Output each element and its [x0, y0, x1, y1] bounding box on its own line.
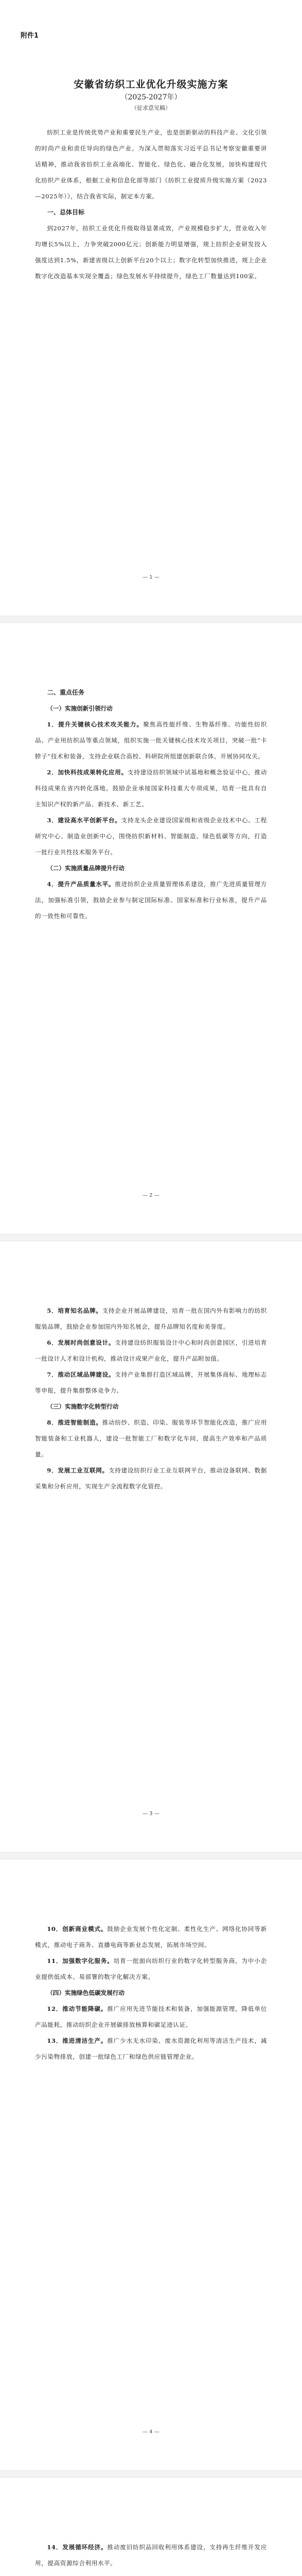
- task-paragraph: [35, 1415, 267, 1463]
- task-paragraph: [35, 1303, 267, 1335]
- task-text: 培育一批面向纺织行业的数字化转型服务商，为中小企业提供低成本、易部署的数字化解决方案。: [35, 1957, 267, 1980]
- task-lead: 4．提升产品质量水平。: [47, 880, 115, 888]
- page-divider: [0, 616, 302, 623]
- task-lead: 11．加强数字化服务。: [47, 1957, 114, 1964]
- task-lead: 13．推进清洁生产。: [47, 2037, 108, 2044]
- task-lead: 7．推动区域品牌建设。: [47, 1371, 115, 1378]
- task-text: 支持企业开展品牌建设，培育一批在国内外有影响力的纺织服装品牌，鼓励企业参加国内外知名展会，提升品牌知名度和美誉度。: [35, 1307, 267, 1330]
- task-lead: 2．加快科技成果转化应用。: [47, 769, 128, 776]
- document-page-4: [0, 1859, 302, 2470]
- task-paragraph: [35, 2033, 267, 2065]
- document-subtitle: （2025-2027年）: [120, 93, 182, 101]
- page-number: — 4 —: [143, 2429, 159, 2435]
- document-page-3: [0, 1241, 302, 1852]
- task-lead: 3．建设高水平创新平台。: [47, 817, 121, 824]
- task-lead: 8．推进智能制造。: [47, 1419, 102, 1426]
- section-heading-tasks: 二、重点任务: [47, 689, 85, 696]
- section-heading-goal: 一、总体目标: [47, 209, 85, 216]
- page-number: — 2 —: [143, 1193, 159, 1198]
- task-text: 支持建设纺织行业工业互联网平台，推动设备联网、数据采集和分析应用，实现生产全流程数字化管控。: [35, 1467, 267, 1490]
- task-lead: 6．发展时尚创意设计。: [47, 1339, 115, 1346]
- document-page-1: [0, 0, 302, 616]
- task-lead: 10．创新商业模式。: [47, 1925, 108, 1933]
- intro-paragraph: 纺织工业是传统优势产业和重要民生产业，也是创新驱动的科技产业、文化引领的时尚产业和责任导向的绿色产业。为深入贯彻落实习近平总书记考察安徽重要讲话精神，推动我省纺织工业高端化、智能化、绿色化、融合化发展，加快构建现代化纺织产业体系，根据工业和信息化部等部门《纺织工业提质升级实施方案（2023—2025年）》，结合我省实际，制定本方案。: [35, 129, 267, 200]
- task-text: 推动废旧纺织品回收利用体系建设，支持再生纤维开发应用，提高资源综合利用水平。: [35, 2544, 267, 2567]
- task-paragraph: [35, 2539, 267, 2571]
- task-paragraph: [35, 765, 267, 812]
- page-divider: [0, 2470, 302, 2478]
- task-paragraph: [35, 1953, 267, 1985]
- task-text: 支持产业集群打造区域品牌，开展集体商标、地理标志等申报，提升集群整体竞争力。: [35, 1371, 267, 1394]
- subsection-heading: （四）实施绿色低碳发展行动: [47, 1989, 125, 1996]
- task-paragraph: [35, 2571, 267, 2576]
- task-paragraph: [35, 717, 267, 765]
- task-paragraph: [35, 1367, 267, 1399]
- task-paragraph: [35, 2001, 267, 2033]
- goal-paragraph: 到2027年，纺织工业优化升级取得显著成效，产业规模稳步扩大，营业收入年均增长5%以上，力争突破2000亿元；创新能力明显增强，规上纺织企业研发投入强度达到1.5%，新建省级以上创新平台20个以上；数字化转型加快推进，规上企业数字化改造基本实现全覆盖；绿色发展水平持续提升，绿色工厂数量达到100家。: [35, 225, 267, 280]
- draft-note: （征求意见稿）: [131, 105, 171, 111]
- task-paragraph: [35, 1463, 267, 1495]
- page-number: — 1 —: [143, 574, 159, 580]
- task-paragraph: [35, 876, 267, 924]
- task-text: 推广应用先进节能技术和装备，加强能源管理，降低单位产品能耗，推动纺织企业开展碳排放核算和碳足迹认证。: [35, 2005, 267, 2028]
- task-lead: 9．发展工业互联网。: [47, 1467, 109, 1474]
- task-lead: 5．培育知名品牌。: [47, 1307, 102, 1314]
- task-lead: 12．推动节能降碳。: [47, 2005, 108, 2012]
- task-text: 支持龙头企业建设国家级和省级企业技术中心、工程研究中心、制造业创新中心，围绕纺织新材料、智能制造、绿色低碳等方向，打造一批行业共性技术服务平台。: [35, 817, 267, 856]
- task-paragraph: [35, 1921, 267, 1953]
- page-number: — 3 —: [143, 1811, 159, 1817]
- subsection-heading: （二）实施质量品牌提升行动: [47, 865, 125, 872]
- task-lead: 14．发展循环经济。: [47, 2544, 108, 2551]
- task-paragraph: [35, 812, 267, 860]
- task-text: 支持建设纺织服装设计中心和时尚创意园区，引进培育一批设计人才和设计机构，推动设计成果产业化，提升产品附加值。: [35, 1339, 267, 1362]
- task-text: 支持建设纺织领域中试基地和概念验证中心，推动科技成果在省内转化落地。鼓励企业承接国家科技重大专项成果，培育一批具有自主知识产权的新产品、新技术、新工艺。: [35, 769, 267, 808]
- document-title: 安徽省纺织工业优化升级实施方案: [74, 79, 228, 90]
- task-text: 推动纺纱、织造、印染、服装等环节智能化改造，推广应用智能装备和工业机器人，建设一批智能工厂和数字化车间，提高生产效率和产品质量。: [35, 1419, 267, 1458]
- page-divider: [0, 1234, 302, 1241]
- subsection-heading: （一）实施创新引领行动: [47, 705, 113, 712]
- task-text: 推广少水无水印染、废水资源化利用等清洁生产技术，减少污染物排放，创建一批绿色工厂和绿色供应链管理企业。: [35, 2037, 267, 2060]
- document-page-5: [0, 2478, 302, 2576]
- page-divider: [0, 1852, 302, 1859]
- subsection-heading: （三）实施数字化转型行动: [47, 1403, 119, 1410]
- task-paragraph: [35, 1335, 267, 1367]
- task-text: 推进纺织企业质量管理体系建设，推广先进质量管理方法，加强标准引领，鼓励企业参与制定国际标准、国家标准和行业标准，提升产品的一致性和可靠性。: [35, 880, 267, 920]
- document-page-2: [0, 623, 302, 1234]
- task-lead: 1．提升关键核心技术攻关能力。: [47, 721, 144, 728]
- attachment-label: 附件1: [21, 32, 39, 40]
- task-text: 鼓励企业发展个性化定制、柔性化生产、网络化协同等新模式，推动电子商务、直播电商等新业态发展，拓展市场空间。: [35, 1925, 267, 1948]
- task-text: 聚焦高性能纤维、生物基纤维、功能性纺织品、产业用纺织品等重点领域，组织实施一批关键核心技术攻关项目，突破一批“卡脖子”技术和装备，支持企业联合高校、科研院所组建创新联合体，开展协同攻关。: [35, 721, 267, 760]
